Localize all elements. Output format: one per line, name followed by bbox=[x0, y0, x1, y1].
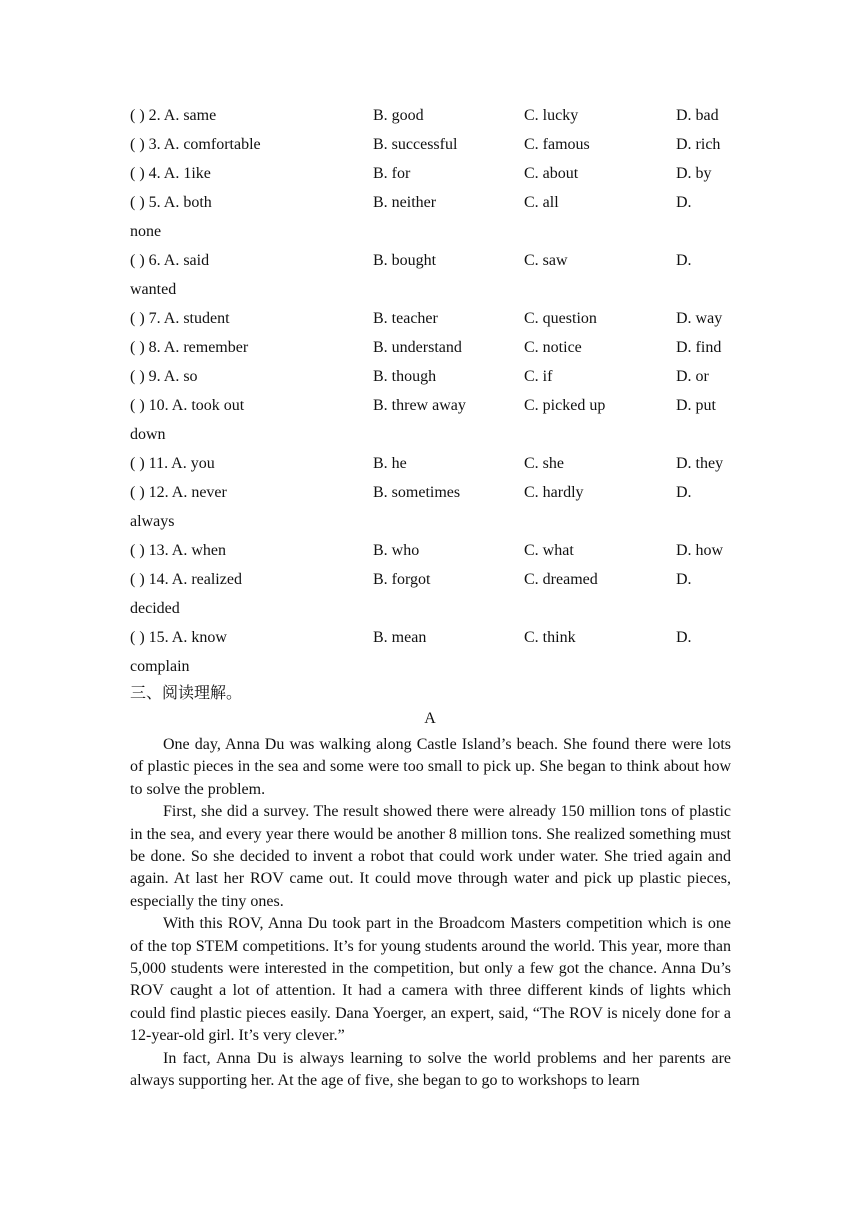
question-stem: ( ) 13. A. when bbox=[130, 542, 226, 559]
option-c: C. if bbox=[524, 368, 553, 385]
question-stem: ( ) 12. A. never bbox=[130, 484, 227, 501]
option-d: D. they bbox=[676, 455, 724, 472]
option-c: C. picked up bbox=[524, 397, 606, 414]
option-d: D. rich bbox=[676, 136, 721, 153]
question-row-continuation bbox=[130, 507, 740, 536]
question-row bbox=[130, 623, 740, 652]
question-row bbox=[130, 536, 740, 565]
option-d: D. put bbox=[676, 397, 716, 414]
option-d-continuation: none bbox=[130, 223, 162, 240]
option-c: C. question bbox=[524, 310, 597, 327]
option-d: D. or bbox=[676, 368, 709, 385]
option-b: B. neither bbox=[373, 194, 437, 211]
paragraph: With this ROV, Anna Du took part in the Broadcom Masters competition which is one of the top STEM competitions. It’s for young students around the world. This year, more than 5,000 students were interested in the competition, but only a few got the chance. Anna Du’s ROV caught a lot of attention. It had a camera with three different kinds of lights which could find plastic pieces easily. Dana Yoerger, an expert, said, “The ROV is nicely done for a 12-year-old girl. It’s very clever.” bbox=[130, 915, 731, 1045]
option-d-continuation: wanted bbox=[130, 281, 177, 298]
question-row bbox=[130, 130, 740, 159]
paragraph: One day, Anna Du was walking along Castle Island’s beach. She found there were lots of plastic pieces in the sea and some were too small to pick up. She began to think about how to solve the problem. bbox=[130, 736, 731, 798]
option-d: D. how bbox=[676, 542, 724, 559]
question-stem: ( ) 3. A. comfortable bbox=[130, 136, 261, 153]
question-stem: ( ) 9. A. so bbox=[130, 368, 198, 385]
question-row bbox=[130, 159, 740, 188]
option-b: B. threw away bbox=[373, 397, 466, 414]
paragraph: In fact, Anna Du is always learning to solve the world problems and her parents are always supporting her. At the age of five, she began to go to workshops to learn bbox=[130, 1049, 731, 1090]
option-c: C. about bbox=[524, 165, 579, 182]
option-d: D. bbox=[676, 484, 692, 501]
option-d: D. bbox=[676, 194, 692, 211]
option-d: D. bad bbox=[676, 107, 719, 124]
option-b: B. for bbox=[373, 165, 411, 182]
question-row-continuation bbox=[130, 217, 740, 246]
option-d-continuation: decided bbox=[130, 600, 180, 617]
question-stem: ( ) 8. A. remember bbox=[130, 339, 249, 356]
question-row bbox=[130, 478, 740, 507]
option-b: B. good bbox=[373, 107, 424, 124]
question-row bbox=[130, 188, 740, 217]
option-c: C. what bbox=[524, 542, 574, 559]
option-c: C. saw bbox=[524, 252, 568, 269]
option-b: B. understand bbox=[373, 339, 462, 356]
option-d-continuation: always bbox=[130, 513, 175, 530]
question-row bbox=[130, 362, 740, 391]
option-d: D. by bbox=[676, 165, 712, 182]
option-d: D. find bbox=[676, 339, 722, 356]
question-row bbox=[130, 304, 740, 333]
question-row-continuation bbox=[130, 594, 740, 623]
question-stem: ( ) 11. A. you bbox=[130, 455, 215, 472]
option-d-continuation: down bbox=[130, 426, 166, 443]
option-b: B. he bbox=[373, 455, 407, 472]
option-c: C. all bbox=[524, 194, 559, 211]
option-b: B. bought bbox=[373, 252, 437, 269]
question-stem: ( ) 10. A. took out bbox=[130, 397, 245, 414]
question-stem: ( ) 7. A. student bbox=[130, 310, 230, 327]
option-b: B. who bbox=[373, 542, 420, 559]
question-row bbox=[130, 391, 740, 420]
option-b: B. teacher bbox=[373, 310, 438, 327]
option-c: C. famous bbox=[524, 136, 590, 153]
passage bbox=[130, 734, 731, 1093]
option-d-continuation: complain bbox=[130, 658, 190, 675]
option-d: D. bbox=[676, 571, 692, 588]
option-b: B. sometimes bbox=[373, 484, 461, 501]
question-row bbox=[130, 449, 740, 478]
question-stem: ( ) 15. A. know bbox=[130, 629, 227, 646]
question-row-continuation bbox=[130, 420, 740, 449]
option-c: C. lucky bbox=[524, 107, 579, 124]
option-b: B. forgot bbox=[373, 571, 431, 588]
question-stem: ( ) 2. A. same bbox=[130, 107, 217, 124]
question-row bbox=[130, 565, 740, 594]
option-d: D. bbox=[676, 629, 692, 646]
option-b: B. successful bbox=[373, 136, 458, 153]
question-row-continuation bbox=[130, 275, 740, 304]
option-b: B. though bbox=[373, 368, 437, 385]
passage-label: A bbox=[424, 710, 436, 727]
question-list bbox=[130, 101, 740, 681]
question-row bbox=[130, 246, 740, 275]
question-stem: ( ) 14. A. realized bbox=[130, 571, 242, 588]
question-row-continuation bbox=[130, 652, 740, 681]
question-stem: ( ) 5. A. both bbox=[130, 194, 212, 211]
question-stem: ( ) 6. A. said bbox=[130, 252, 210, 269]
section-title: 三、阅读理解。 bbox=[130, 683, 243, 702]
question-stem: ( ) 4. A. 1ike bbox=[130, 165, 211, 182]
option-d: D. way bbox=[676, 310, 723, 327]
option-c: C. dreamed bbox=[524, 571, 598, 588]
question-row bbox=[130, 101, 740, 130]
paragraph: First, she did a survey. The result showed there were already 150 million tons of plastic in the sea, and every year there would be another 8 million tons. She realized something must be done. So she decided to invent a robot that could work under water. She tried again and again. At last her ROV came out. It could move through water and pick up plastic pieces, especially the tiny ones. bbox=[130, 803, 731, 910]
option-c: C. she bbox=[524, 455, 564, 472]
option-c: C. notice bbox=[524, 339, 582, 356]
option-b: B. mean bbox=[373, 629, 427, 646]
option-d: D. bbox=[676, 252, 692, 269]
option-c: C. hardly bbox=[524, 484, 584, 501]
option-c: C. think bbox=[524, 629, 576, 646]
question-row bbox=[130, 333, 740, 362]
